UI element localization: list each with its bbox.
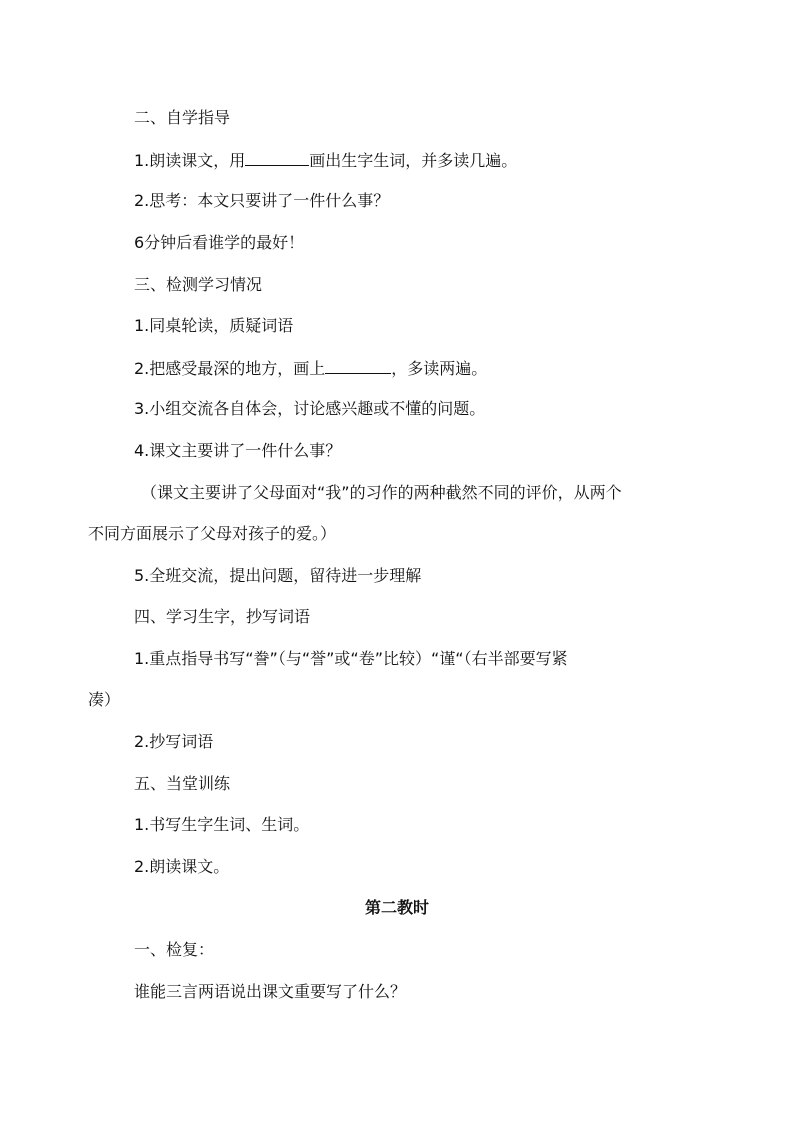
instruction-writing-guide: 1.重点指导书写“誊”（与“誉”或“卷”比较）“谨“（右半部要写紧: [134, 649, 568, 668]
review-question: 谁能三言两语说出课文重要写了什么？: [134, 982, 407, 1001]
instruction-text: 2.把感受最深的地方，画上: [134, 359, 326, 378]
section-heading-review: 一、检复：: [134, 940, 215, 959]
instruction-writing-guide-cont: 凑）: [88, 690, 121, 709]
instruction-timer: 6分钟后看谁学的最好！: [134, 233, 305, 252]
lesson-heading-second-period: 第二教时: [364, 898, 429, 917]
instruction-text: 画出生字生词，并多读几遍。: [309, 151, 518, 170]
section-heading-practice: 五、当堂训练: [134, 774, 231, 793]
fill-in-blank: [325, 358, 391, 374]
instruction-write-words: 1.书写生字生词、生词。: [134, 815, 310, 834]
answer-note-line-2: 不同方面展示了父母对孩子的爱。）: [88, 524, 337, 543]
instruction-pair-read: 1.同桌轮读，质疑词语: [134, 316, 294, 335]
section-heading-characters: 四、学习生字，抄写词语: [134, 607, 311, 626]
answer-note-line-1: （课文主要讲了父母面对“我”的习作的两种截然不同的评价，从两个: [141, 483, 622, 502]
section-heading-self-study: 二、自学指导: [134, 108, 231, 127]
section-heading-check: 三、检测学习情况: [134, 275, 263, 294]
instruction-read-aloud: [134, 150, 517, 171]
instruction-class-exchange: 5.全班交流，提出问题，留待进一步理解: [134, 566, 422, 585]
instruction-text: 1.朗读课文，用: [134, 151, 246, 170]
instruction-read-text: 2.朗读课文。: [134, 857, 230, 876]
instruction-copy-words: 2.抄写词语: [134, 732, 214, 751]
instruction-underline: [134, 358, 487, 379]
instruction-think: 2.思考：本文只要讲了一件什么事？: [134, 191, 390, 210]
instruction-text: ，多读两遍。: [391, 359, 488, 378]
instruction-group-discuss: 3.小组交流各自体会，讨论感兴趣或不懂的问题。: [134, 399, 486, 418]
fill-in-blank: [245, 150, 309, 166]
instruction-main-idea: 4.课文主要讲了一件什么事？: [134, 441, 342, 460]
